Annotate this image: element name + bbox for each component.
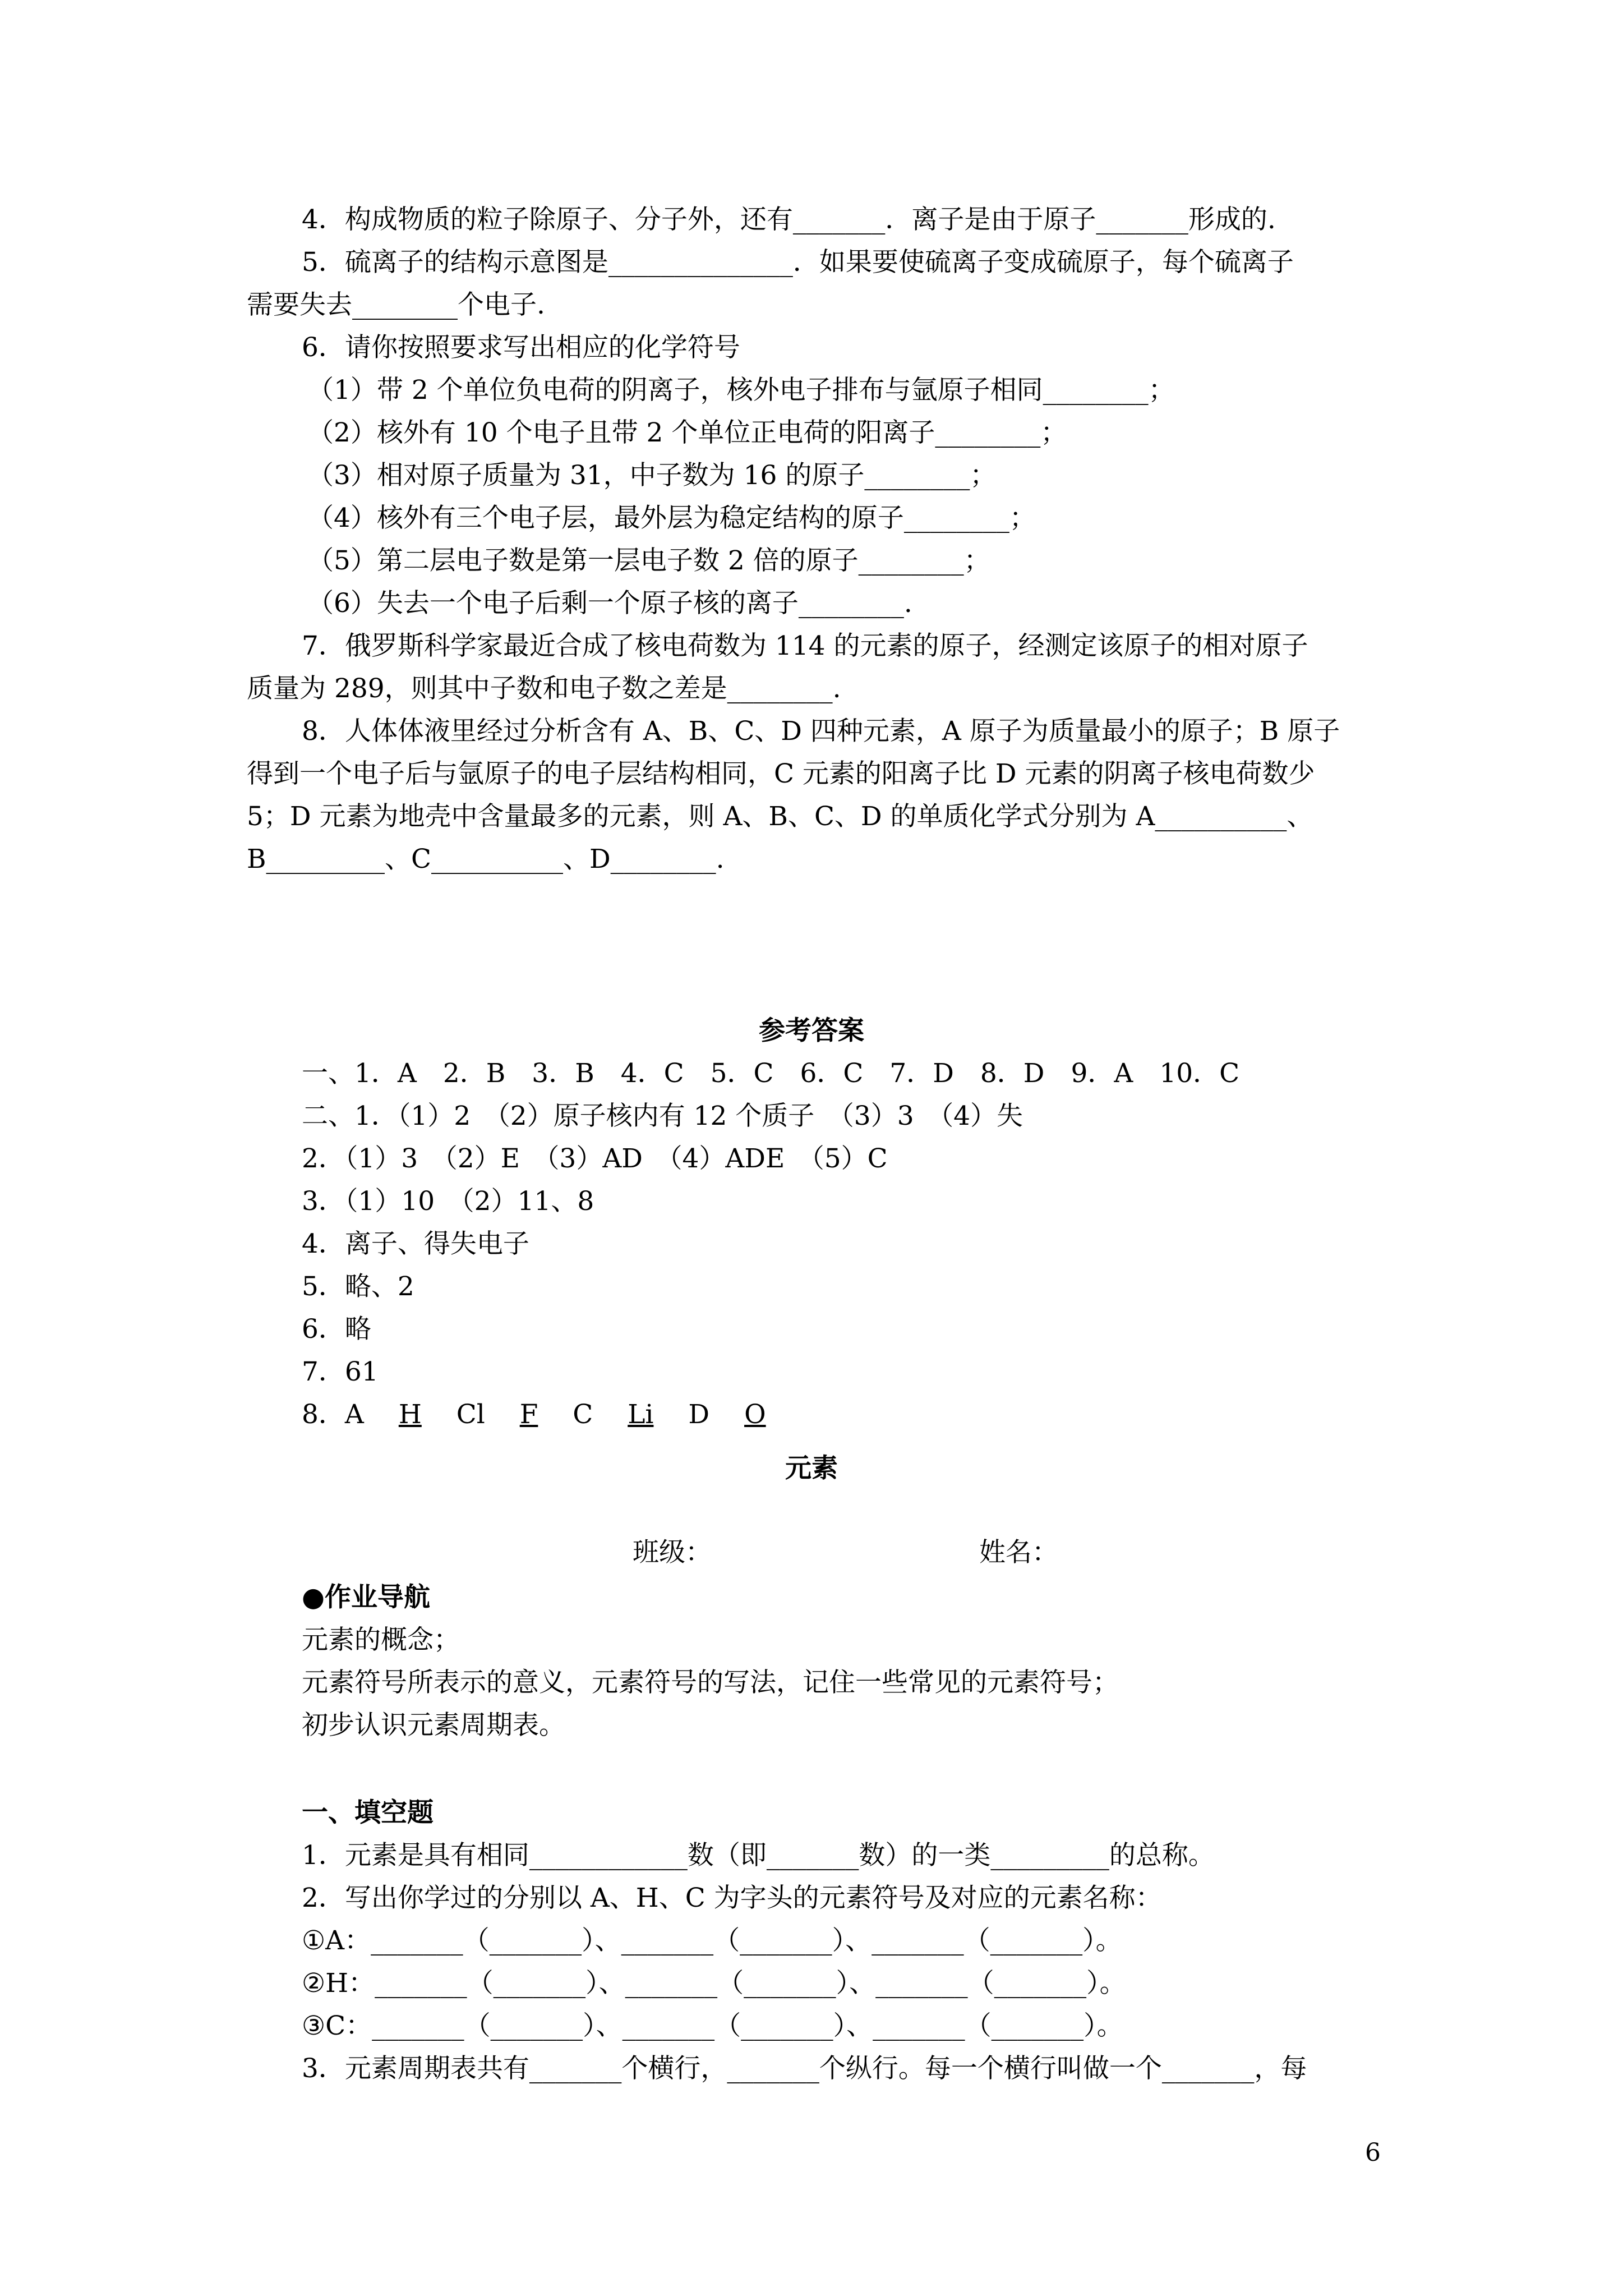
q8-line-3: 5；D 元素为地壳中含量最多的元素，则 A、B、C、D 的单质化学式分别为 A__________、 bbox=[247, 801, 1313, 832]
q6-item-5: （5）第二层电子数是第一层电子数 2 倍的原子________； bbox=[307, 545, 990, 576]
q6-item-1: （1）带 2 个单位负电荷的阴离子，核外电子排布与氩原子相同________； bbox=[307, 375, 1175, 406]
answers-line-3: 2．（1）3 （2）E （3）AD （4）ADE （5）C bbox=[302, 1143, 888, 1174]
answers-line-8: 7．61 bbox=[302, 1356, 379, 1387]
answer-8-o: O bbox=[744, 1399, 766, 1430]
q6-item-3: （3）相对原子质量为 31，中子数为 16 的原子________； bbox=[307, 460, 997, 491]
answer-8-li: Li bbox=[628, 1399, 654, 1430]
fill-line-4: ②H：_______（_______）、_______（_______）、_______（_______）。 bbox=[302, 1968, 1126, 1999]
q8-line-4: B_________、C__________、D________. bbox=[247, 844, 725, 875]
section-title: 元素 bbox=[785, 1453, 838, 1484]
q8-line-2: 得到一个电子后与氩原子的电子层结构相同，C 元素的阳离子比 D 元素的阴离子核电荷数少 bbox=[247, 758, 1315, 789]
guide-line-3: 初步认识元素周期表。 bbox=[302, 1710, 565, 1741]
q6-item-4: （4）核外有三个电子层，最外层为稳定结构的原子________； bbox=[307, 503, 1036, 533]
fill-line-1: 1．元素是具有相同____________数（即_______数）的一类_________的总称。 bbox=[302, 1840, 1215, 1871]
fill-line-5: ③C：_______（_______）、_______（_______）、_______（_______）。 bbox=[302, 2010, 1123, 2041]
answer-8-f: F bbox=[519, 1399, 538, 1430]
class-label: 班级： bbox=[633, 1537, 712, 1568]
answer-8-prefix: 8．A bbox=[302, 1399, 364, 1430]
q7-line-1: 7．俄罗斯科学家最近合成了核电荷数为 114 的元素的原子，经测定该原子的相对原子 bbox=[302, 631, 1308, 661]
name-label: 姓名： bbox=[979, 1537, 1058, 1568]
answers-title: 参考答案 bbox=[759, 1015, 864, 1046]
answers-line-6: 5．略、2 bbox=[302, 1271, 414, 1302]
q8-line-1: 8．人体体液里经过分析含有 A、B、C、D 四种元素，A 原子为质量最小的原子；B 原子 bbox=[302, 716, 1340, 747]
q4-line: 4．构成物质的粒子除原子、分子外，还有_______．离子是由于原子_______形成的. bbox=[302, 204, 1276, 235]
q6-item-2: （2）核外有 10 个电子且带 2 个单位正电荷的阳离子________； bbox=[307, 417, 1067, 448]
answer-8-cl: Cl bbox=[456, 1399, 485, 1430]
q5-line-2: 需要失去________个电子. bbox=[247, 289, 545, 320]
fill-line-3: ①A：_______（_______）、_______（_______）、_______（_______）。 bbox=[302, 1925, 1122, 1956]
fill-line-6: 3．元素周期表共有_______个横行，_______个纵行。每一个横行叫做一个_______，每 bbox=[302, 2053, 1307, 2084]
answer-8-h: H bbox=[398, 1399, 422, 1430]
answers-line-2: 二、1．（1）2 （2）原子核内有 12 个质子 （3）3 （4）失 bbox=[302, 1101, 1023, 1131]
answers-line-5: 4．离子、得失电子 bbox=[302, 1228, 529, 1259]
answers-line-1: 一、1．A 2．B 3．B 4．C 5．C 6．C 7．D 8．D 9．A 10．C bbox=[302, 1058, 1240, 1089]
answers-line-4: 3．（1）10 （2）11、8 bbox=[302, 1186, 594, 1217]
guide-line-2: 元素符号所表示的意义，元素符号的写法，记住一些常见的元素符号； bbox=[302, 1667, 1119, 1698]
q6-item-6: （6）失去一个电子后剩一个原子核的离子________. bbox=[307, 588, 912, 619]
q7-line-2: 质量为 289，则其中子数和电子数之差是________. bbox=[247, 673, 841, 704]
page-number: 6 bbox=[1365, 2138, 1381, 2167]
guide-line-1: 元素的概念； bbox=[302, 1625, 460, 1655]
fill-title: 一、填空题 bbox=[302, 1797, 434, 1828]
answers-line-9 bbox=[302, 1393, 766, 1436]
q6-intro: 6．请你按照要求写出相应的化学符号 bbox=[302, 332, 740, 363]
answer-8-d: D bbox=[688, 1399, 710, 1430]
guide-title: ●作业导航 bbox=[302, 1582, 431, 1613]
answer-8-c: C bbox=[573, 1399, 593, 1430]
fill-line-2: 2．写出你学过的分别以 A、H、C 为字头的元素符号及对应的元素名称： bbox=[302, 1883, 1162, 1913]
answers-line-7: 6．略 bbox=[302, 1314, 371, 1345]
q5-line-1: 5．硫离子的结构示意图是______________．如果要使硫离子变成硫原子，每个硫离子 bbox=[302, 247, 1294, 278]
